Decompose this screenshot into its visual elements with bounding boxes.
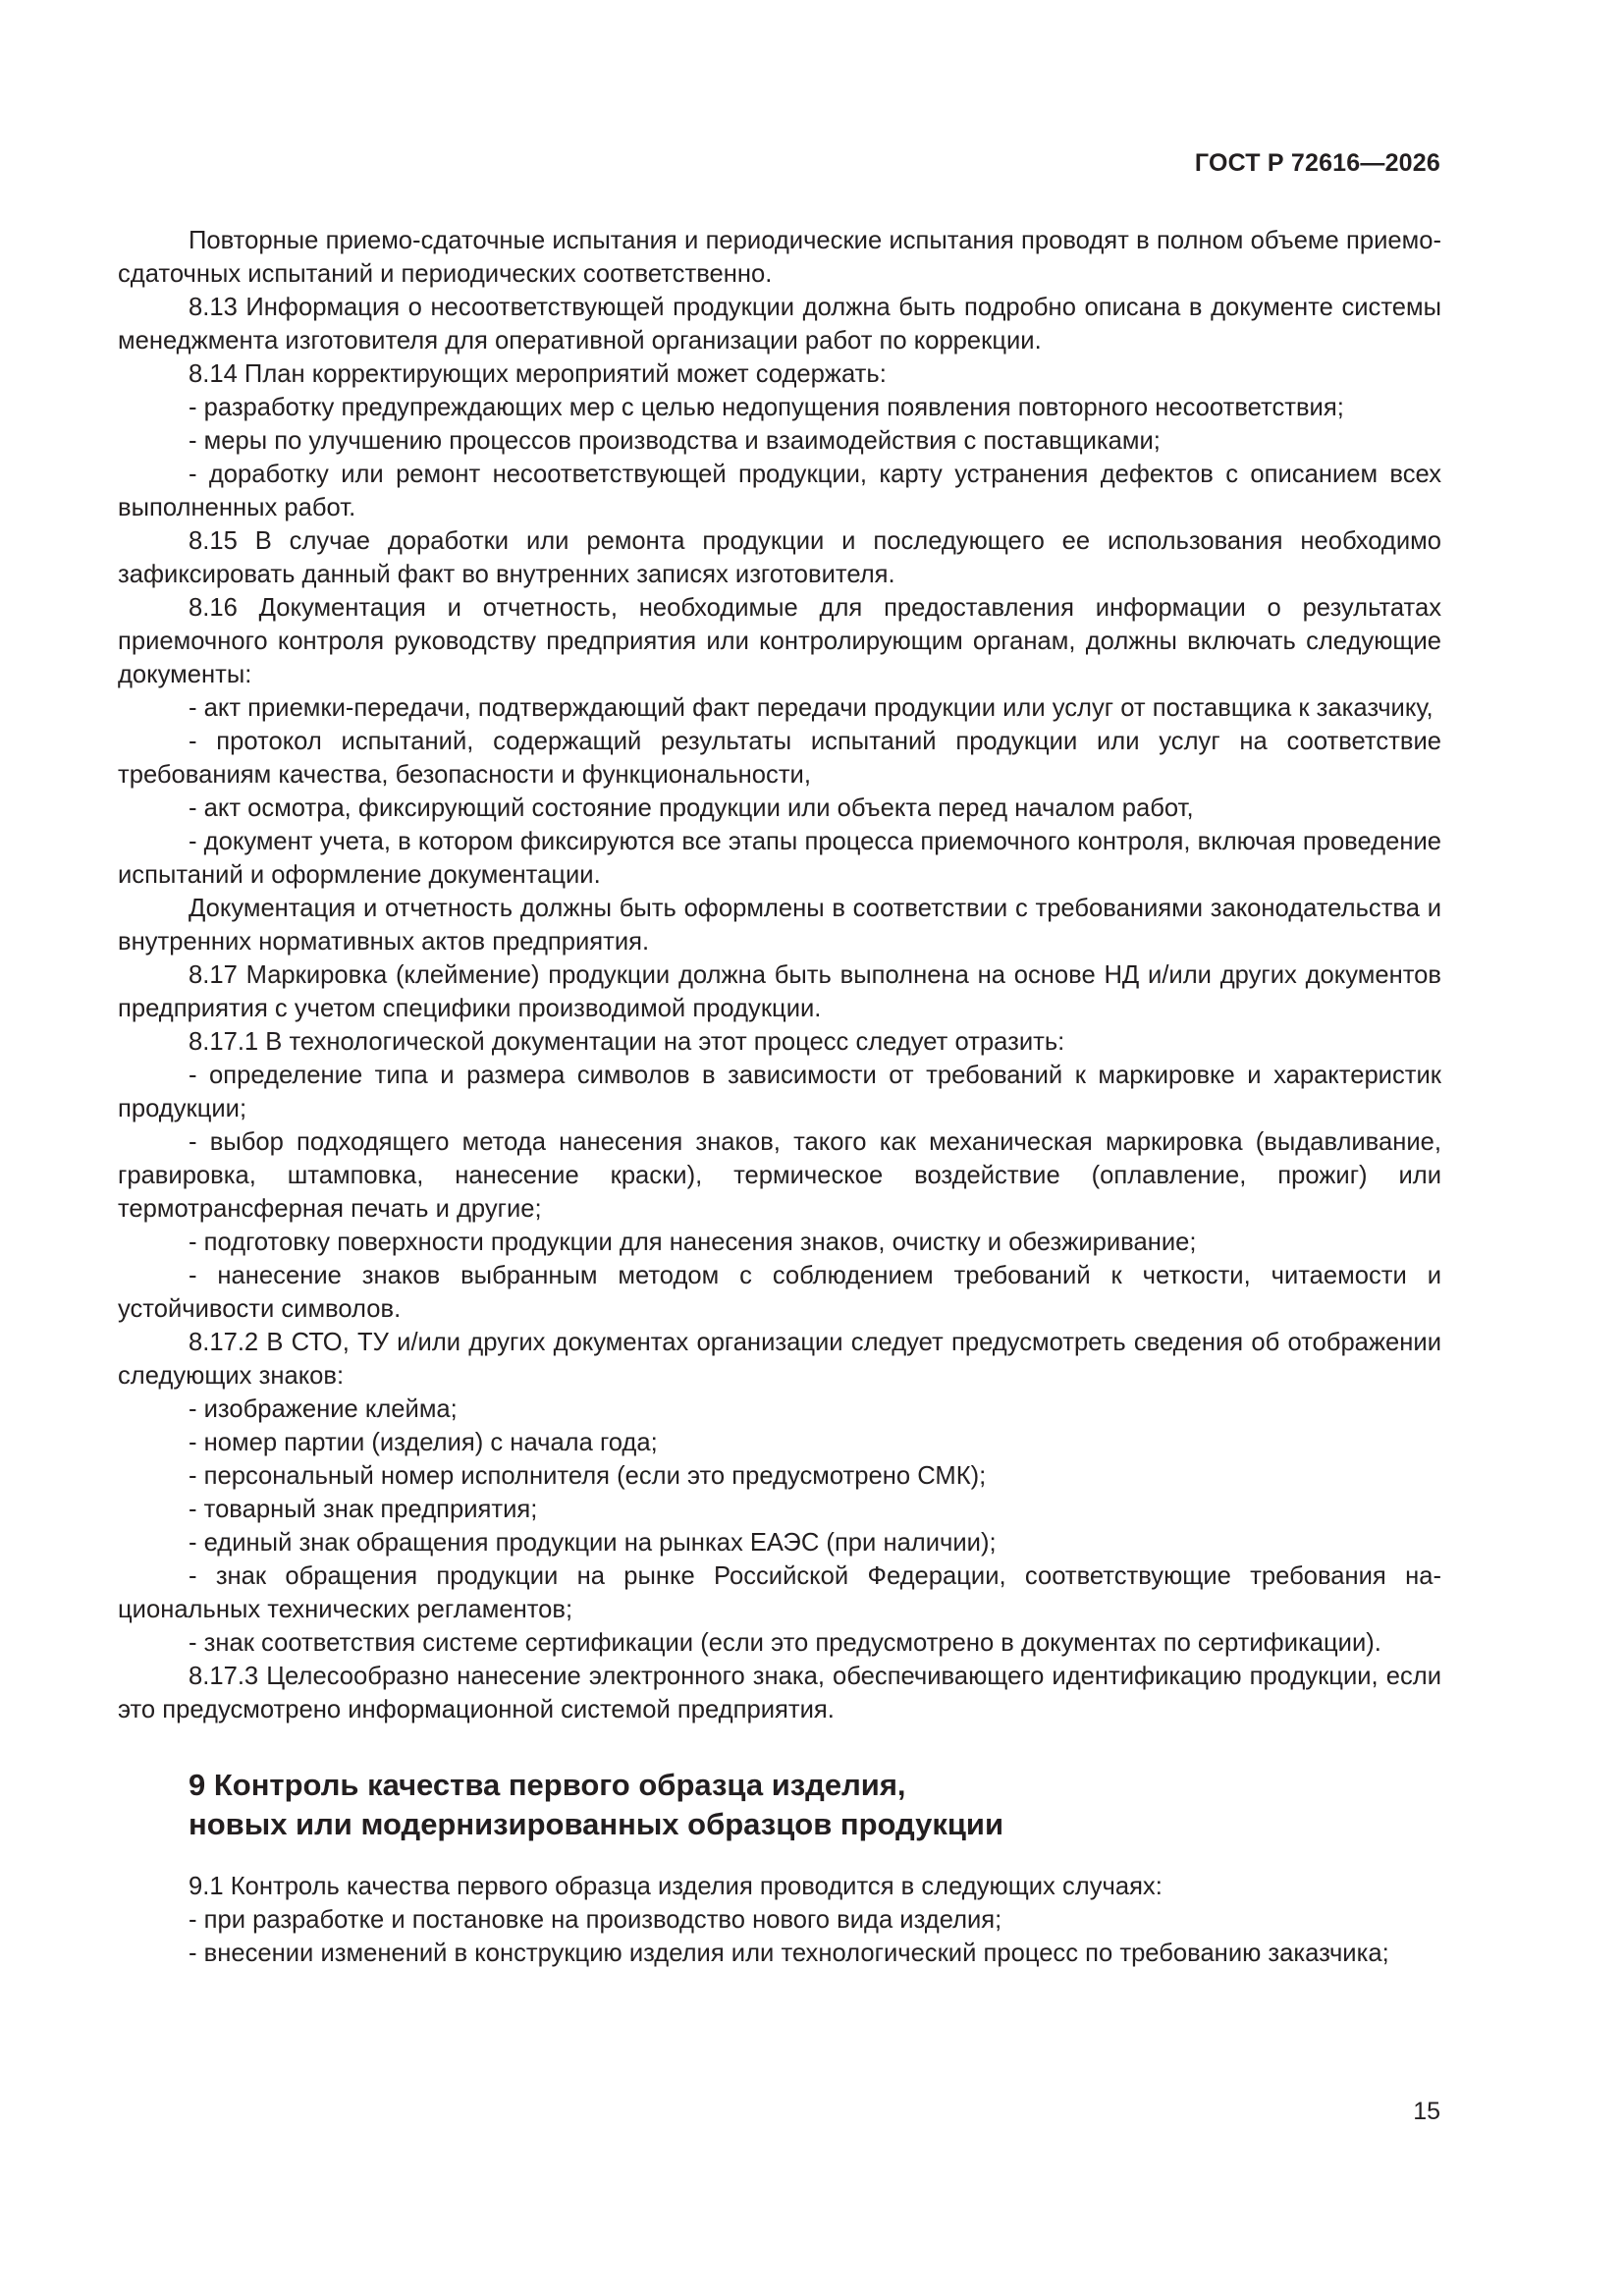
list-item: - изображение клейма; xyxy=(189,1395,458,1423)
list-item: - доработку или ремонт несоответствующей продукции, карту устранения дефектов с описанием всех выполненных работ. xyxy=(118,461,1441,521)
list-item: - единый знак обращения продукции на рынках ЕАЭС (при наличии); xyxy=(189,1529,997,1557)
list-item: - при разработке и постановке на производство нового вида изделия; xyxy=(189,1906,1002,1934)
clause-9-1: 9.1 Контроль качества первого образца изделия проводится в следующих случаях: xyxy=(189,1873,1163,1900)
document-body xyxy=(118,224,1441,1970)
list-item: - акт приемки-передачи, подтверждающий факт передачи продукции или услуг от поставщика к заказчику, xyxy=(189,694,1434,722)
clause-8-17-1: 8.17.1 В технологической документации на этот процесс следует отразить: xyxy=(189,1028,1065,1056)
list-item: - номер партии (изделия) с начала года; xyxy=(189,1429,658,1456)
list-item: - документ учета, в котором фиксируются все этапы процесса приемочного контроля, включая проведение испытаний и оформление документации. xyxy=(118,828,1441,889)
list-item: - нанесение знаков выбранным методом с соблюдением требований к четкости, читаемости и устойчивости символов. xyxy=(118,1262,1441,1323)
clause-8-17: 8.17 Маркировка (клеймение) продукции должна быть выполнена на основе НД и/или других документов предприятия с учетом специфики производимой продукции. xyxy=(118,961,1441,1022)
clause-8-17-2: 8.17.2 В СТО, ТУ и/или других документах организации следует предусмотреть сведения об отображении следующих знаков: xyxy=(118,1329,1441,1390)
clause-8-16: 8.16 Документация и отчетность, необходимые для предоставления информации о результатах приемочного контроля руководству предприятия или контролирующим органам, должны включать следующие документы: xyxy=(118,594,1441,688)
document-header-id: ГОСТ Р 72616—2026 xyxy=(1194,149,1440,177)
page-number: 15 xyxy=(1413,2098,1440,2125)
list-item: - определение типа и размера символов в зависимости от требований к маркировке и характеристик продукции; xyxy=(118,1062,1441,1122)
list-item: - выбор подходящего метода нанесения знаков, такого как механическая маркировка (выдавливание, гравировка, штамповка, нанесение краски), термическое воздействие (оплавление, прожиг) или термотрансферная печать и другие; xyxy=(118,1128,1441,1223)
list-item: - персональный номер исполнителя (если это предусмотрено СМК); xyxy=(189,1462,987,1490)
list-item: - знак соответствия системе сертификации (если это предусмотрено в документах по сертификации). xyxy=(189,1629,1381,1657)
clause-8-15: 8.15 В случае доработки или ремонта продукции и последующего ее использования необходимо зафиксировать данный факт во внутренних записях изготовителя. xyxy=(118,527,1441,588)
list-item: - протокол испытаний, содержащий результаты испытаний продукции или услуг на соответствие требованиям качества, безопасности и функциональности, xyxy=(118,728,1441,789)
section-heading-line: 9 Контроль качества первого образца изделия, xyxy=(189,1768,906,1802)
list-item: - меры по улучшению процессов производства и взаимодействия с поставщиками; xyxy=(189,427,1161,455)
list-item: - разработку предупреждающих мер с целью недопущения появления повторного несоответствия; xyxy=(189,394,1344,421)
paragraph: Повторные приемо-сдаточные испытания и периодические испытания проводят в полном объеме приемо-сдаточных испытаний и периодических соответственно. xyxy=(118,227,1441,288)
clause-8-17-3: 8.17.3 Целесообразно нанесение электронного знака, обеспечивающего идентификацию продукции, если это предусмотрено информационной системой предприятия. xyxy=(118,1663,1441,1723)
paragraph: Документация и отчетность должны быть оформлены в соответствии с требованиями законодательства и внутренних нормативных актов предприятия. xyxy=(118,895,1441,956)
section-heading-9 xyxy=(118,1766,1441,1844)
clause-8-13: 8.13 Информация о несоответствующей продукции должна быть подробно описана в документе системы менеджмента изготовителя для оперативной организации работ по коррекции. xyxy=(118,294,1441,355)
list-item: - акт осмотра, фиксирующий состояние продукции или объекта перед началом работ, xyxy=(189,794,1194,822)
section-heading-line: новых или модернизированных образцов продукции xyxy=(189,1807,1004,1841)
list-item: - знак обращения продукции на рынке Российской Федерации, соответствующие требования национальных технических регламентов; xyxy=(118,1562,1441,1623)
clause-8-14: 8.14 План корректирующих мероприятий может содержать: xyxy=(189,360,887,388)
list-item: - внесении изменений в конструкцию изделия или технологический процесс по требованию заказчика; xyxy=(189,1940,1389,1967)
list-item: - товарный знак предприятия; xyxy=(189,1496,538,1523)
list-item: - подготовку поверхности продукции для нанесения знаков, очистку и обезжиривание; xyxy=(189,1229,1197,1256)
